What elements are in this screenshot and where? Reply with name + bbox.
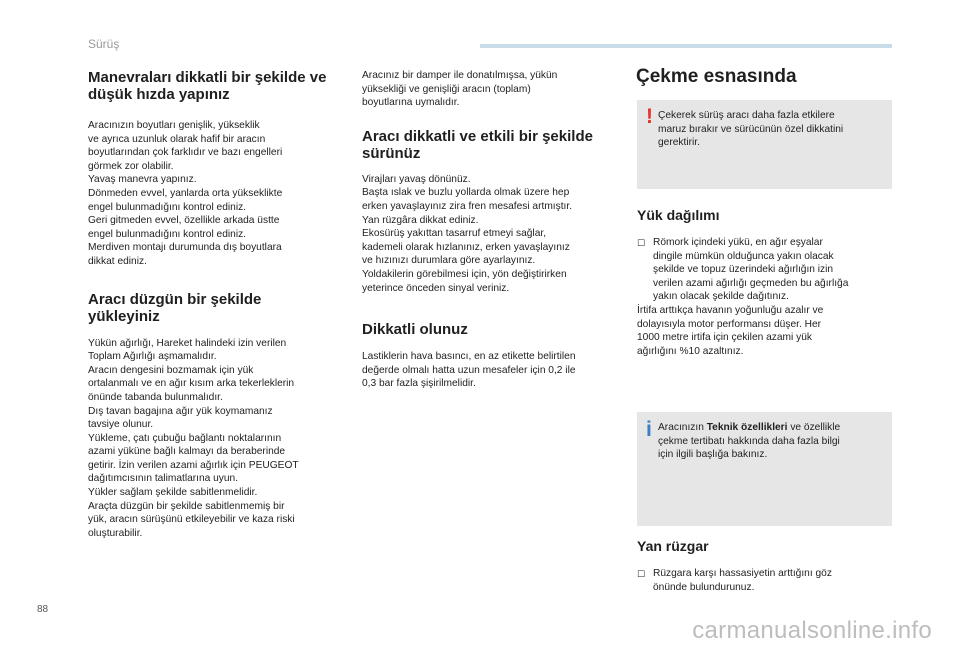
wind-bullet-text: Rüzgara karşı hassasiyetin arttığını göz önünde bulundurunuz. <box>653 568 832 593</box>
list-item <box>637 567 892 594</box>
heading-maneuvers: Manevraları dikkatli bir şekilde ve düşük hızda yapınız <box>88 69 327 103</box>
heading-towing: Çekme esnasında <box>636 66 797 87</box>
info-text-bold: Teknik özellikleri <box>706 422 788 433</box>
paragraph-damper: Aracınız bir damper ile donatılmışsa, yükün yüksekliği ve genişliği aracın (toplam) boyutlarına uymalıdır. <box>362 70 558 109</box>
warning-icon: ! <box>646 105 653 128</box>
paragraph-loading: Yükün ağırlığı, Hareket halindeki izin verilen Toplam Ağırlığı aşmamalıdır. Aracın dengesini bozmamak için yük ortalanmalı ve en ağır kısım arka tekerleklerin önünde tabanda bulunmalıdır. Dış tavan bagajına ağır yük koymamanız tavsiye olunur. Yükleme, çatı çubuğu bağlantı noktalarının azami yüküne bağlı kalmayı da beraberinde getirir. İzin verilen azami ağırlık için PEUGEOT dağıtımcısının talimatlarına uyun. Yükler sağlam şekilde sabitlenmelidir. Araçta düzgün bir şekilde sabitlenmemiş bir yük, aracın sürüşünü etkileyebilir ve kaza riski oluşturabilir. <box>88 337 299 539</box>
load-bullet-text: Römork içindeki yükü, en ağır eşyalar dingile mümkün olduğunca yakın olacak şekilde ve topuz üzerindeki ağırlığın izin verilen azami ağırlığı geçmeden bu ağırlığa yakın olacak şekilde dağıtınız. <box>653 237 849 303</box>
warning-box <box>637 100 892 189</box>
page-number: 88 <box>37 604 49 615</box>
heading-be-careful: Dikkatli olunuz <box>362 321 468 339</box>
warning-text: Çekerek sürüş aracı daha fazla etkilere maruz bırakır ve sürücünün özel dikkatini gerektirir. <box>658 110 844 149</box>
checkbox-bullet-icon: ☐ <box>637 569 646 579</box>
checkbox-bullet-icon: ☐ <box>637 238 646 248</box>
heading-loading: Aracı düzgün bir şekilde yükleyiniz <box>88 290 262 325</box>
info-box <box>637 412 892 526</box>
list-item <box>637 236 892 304</box>
column-right-title-wrap <box>637 66 892 88</box>
info-text-post: ve özellikle çekme tertibatı hakkında daha fazla bilgi için ilgili başlığa bakınız. <box>658 422 841 461</box>
heading-crosswind: Yan rüzgar <box>637 538 709 554</box>
heading-careful-driving: Aracı dikkatli ve etkili bir şekilde sürünüz <box>362 127 593 162</box>
paragraph-maneuvers: Aracınızın boyutları genişlik, yükseklik ve ayrıca uzunluk olarak hafif bir aracın boyutlarından çok farklıdır ve bazı engelleri görmek zor olabilir. Yavaş manevra yapınız. Dönmeden evvel, yanlarda orta yükseklikte engel bulunmadığını kontrol ediniz. Geri gitmeden evvel, özellikle arkada üstte engel bulunmadığını kontrol ediniz. Merdiven montajı durumunda dış boyutlara dikkat ediniz. <box>88 120 283 267</box>
paragraph-careful-driving: Virajları yavaş dönünüz. Başta ıslak ve buzlu yollarda olmak üzere hep erken yavaşlayınız zira fren mesafesi artmıştır. Yan rüzgâra dikkat ediniz. Ekosürüş yakıttan tasarruf etmeyi sağlar, kademeli olarak hızlanınız, erken yavaşlayınız ve hızınızı durumlara göre ayarlayınız. Yoldakilerin görebilmesi için, yön değiştirirken yeterince önceden sinyal veriniz. <box>362 173 573 294</box>
column-middle <box>362 69 624 391</box>
info-text-pre: Aracınızın <box>658 422 707 433</box>
info-icon: i <box>646 418 652 441</box>
info-text <box>658 421 880 462</box>
load-section <box>637 207 892 358</box>
heading-load-distribution: Yük dağılımı <box>637 207 720 223</box>
section-label: Sürüş <box>88 37 120 51</box>
paragraph-tyre-pressure: Lastiklerin hava basıncı, en az etikette belirtilen değerde olmalı hatta uzun mesafeler için 0,2 ile 0,3 bar fazla şişirilmelidir. <box>362 351 576 390</box>
wind-section <box>637 538 892 594</box>
watermark: carmanualsonline.info <box>692 617 932 644</box>
paragraph-altitude: İrtifa arttıkça havanın yoğunluğu azalır ve dolayısıyla motor performansı düşer. Her 1000 metre irtifa için çekilen azami yük ağırlığını %10 azaltınız. <box>637 304 824 357</box>
column-left <box>88 69 350 540</box>
header-bar <box>480 44 892 48</box>
